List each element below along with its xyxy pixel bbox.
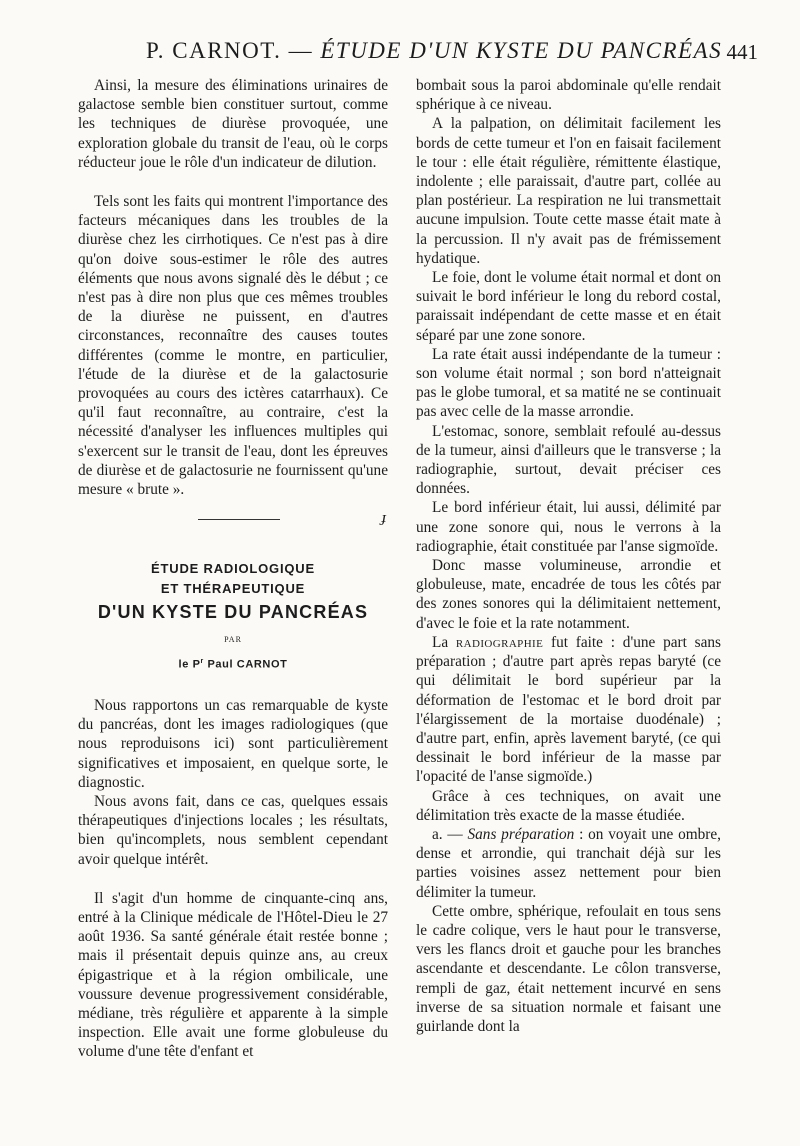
right-paragraph-3: Le foie, dont le volume était normal et dont on suivait le bord inférieur le long du rebord costal, paraissait indépendant de cette masse et en était séparé par une zone sonore.: [416, 269, 721, 344]
left-paragraph-2: Tels sont les faits qui montrent l'importance des facteurs mécaniques dans les troubles de la diurèse chez les cirrhotiques. Ce n'est pas à dire qu'on doive sous-estimer le rôle des autres éléments que nous avons signalé dès le début ; ce n'est pas à dire non plus que ces mêmes troubles de la diurèse ne puissent, en d'autres circonstances, reconnaître des causes toutes différentes (comme le montre, en particulier, l'étude de la diurèse et de la galactosurie provoquées au cours des ictères catarrhaux). Ce qu'il faut reconnaître, au contraire, c'est la nécessité d'analyser les influences multiples qui s'exercent sur le transit de l'eau, dont les épreuves de diurèse et de galactosurie ne fournissent qu'une mesure « brute ».: [78, 193, 388, 499]
running-title: [146, 38, 722, 64]
byline-prefix: le P: [178, 658, 201, 671]
p10-lead: a. —: [432, 825, 468, 843]
right-paragraph-7: Donc masse volumineuse, arrondie et globuleuse, mate, encadrée de tous les côtés par des zones sonores qui la délimitaient nettement, d'avec le foie et la rate notamment.: [416, 557, 721, 632]
p10-rest: : on voyait une ombre, dense et arrondie, qui tranchait déjà sur les parties voisines assez nettement pour bien délimiter la tumeur.: [416, 825, 721, 901]
right-paragraph-5: L'estomac, sonore, semblait refoulé au-dessus de la tumeur, ainsi d'ailleurs que le transverse ; la radiographie, surtout, devait préciser ces données.: [416, 422, 721, 498]
right-column: [416, 76, 721, 1036]
byline-sup: r: [200, 658, 204, 666]
p10-italic: Sans préparation: [467, 825, 575, 843]
left-paragraph-4: Nous avons fait, dans ce cas, quelques essais thérapeutiques d'injections locales ; les résultats, bien qu'incomplets, nous semblent cependant avoir quelque intérêt.: [78, 792, 388, 868]
header-article-title: ÉTUDE D'UN KYSTE DU PANCRÉAS: [320, 38, 723, 63]
margin-mark: ɟ: [381, 510, 386, 527]
section-separator: [78, 509, 388, 531]
right-paragraph-6: Le bord inférieur était, lui aussi, délimité par une zone sonore qui, nous le verrons à la radiographie, était constituée par l'anse sigmoïde.: [416, 499, 721, 555]
by-label: PAR: [224, 635, 242, 645]
section-heading-line-1: ÉTUDE RADIOLOGIQUE: [151, 561, 315, 577]
page-number: 441: [726, 40, 758, 64]
left-paragraph-5: Il s'agit d'un homme de cinquante-cinq ans, entré à la Clinique médicale de l'Hôtel-Dieu le 27 août 1936. Sa santé générale était restée bonne ; mais il présentait depuis quinze ans, au creux épigastrique et à la région ombilicale, une voussure devenue progressivement considérable, médiane, très régulière et apparente à la simple inspection. Elle avait une forme globuleuse du volume d'une tête d'enfant et: [78, 889, 388, 1061]
header-author: P. CARNOT.: [146, 38, 282, 63]
left-paragraph-1: Ainsi, la mesure des éliminations urinaires de galactose semble bien constituer surtout, comme les techniques de diurèse provoquée, une exploration globale du transit de l'eau, où le corps réducteur joue le rôle d'un indicateur de dilution.: [78, 77, 388, 171]
author-byline: [78, 653, 388, 674]
separator-rule: [198, 519, 280, 520]
header-dash: —: [281, 38, 321, 63]
right-paragraph-8: [416, 633, 721, 787]
right-paragraph-9: Grâce à ces techniques, on avait une délimitation très exacte de la masse étudiée.: [416, 787, 721, 824]
running-header: [78, 38, 760, 72]
right-paragraph-1: bombait sous la paroi abdominale qu'elle rendait sphérique à ce niveau.: [416, 77, 721, 114]
article-title: D'UN KYSTE DU PANCRÉAS: [97, 602, 369, 623]
p8-lead: La: [432, 633, 456, 651]
right-paragraph-4: La rate était aussi indépendante de la tumeur : son volume était normal ; son bord n'atteignait pas le globe tumoral, et sa matité ne se continuait pas avec celle de la masse arrondie.: [416, 345, 721, 421]
right-paragraph-2: A la palpation, on délimitait facilement les bords de cette tumeur et l'on en faisait facilement le tour : elle était régulière, rémittente élastique, indolente ; elle paraissait, d'autre part, collée au plan postérieur. La respiration ne lui transmettait aucune impulsion. Toute cette masse était mate à la percussion. Il n'y avait pas de frémissement hydatique.: [416, 115, 721, 267]
p8-smallcaps: radiographie: [455, 633, 544, 651]
p8-rest: fut faite : d'une part sans préparation ; d'autre part après repas baryté (ce qui délimitait le bord supérieur par la déformation de l'estomac et le bord droit par l'élargissement de la mortaise duodénale) ; d'autre part, enfin, après lavement baryté, (ce qui dessinait le bord inférieur de la masse par l'opacité de l'anse sigmoïde.): [416, 633, 721, 786]
left-column: [78, 76, 388, 1062]
left-paragraph-3: Nous rapportons un cas remarquable de kyste du pancréas, dont les images radiologiques (que nous reproduisons ici) sont particulièrement significatives et imposaient, en quelque sorte, le diagnostic.: [78, 696, 388, 791]
byline-name: Paul CARNOT: [207, 658, 288, 671]
right-paragraph-11: Cette ombre, sphérique, refoulait en tous sens le cadre colique, vers le haut pour le transverse, vers les flancs droit et gauche pour les branches ascendante et descendante. Le côlon transverse, rempli de gaz, était nettement incurvé en sens inverse de sa situation normale et faisant une guirlande dont la: [416, 902, 721, 1035]
right-paragraph-10: [416, 825, 721, 902]
section-heading-line-2: ET THÉRAPEUTIQUE: [160, 581, 306, 597]
